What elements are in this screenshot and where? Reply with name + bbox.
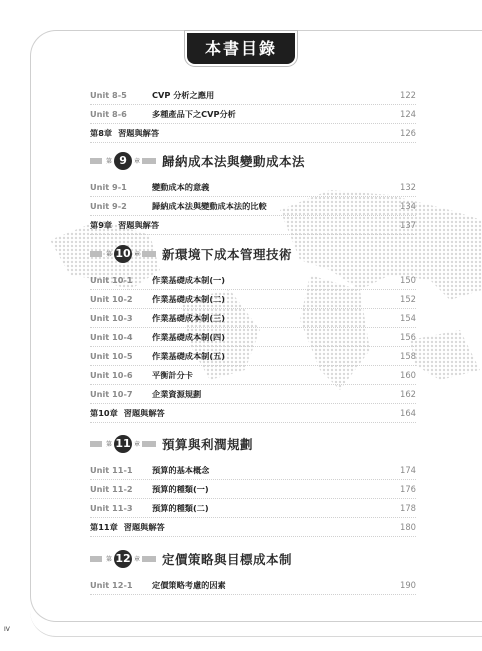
toc-entry[interactable] [90, 501, 416, 516]
page-number: 190 [400, 580, 416, 590]
toc-entry[interactable] [90, 330, 416, 345]
toc-entry[interactable] [90, 463, 416, 478]
page-number: 134 [400, 201, 416, 211]
unit-label: Unit 10-3 [90, 313, 133, 323]
unit-label: Unit 11-2 [90, 484, 133, 494]
toc-entry[interactable] [90, 273, 416, 288]
page-marker: IV [4, 626, 10, 633]
chapter-heading-12[interactable] [90, 548, 292, 570]
toc-entry[interactable] [90, 387, 416, 402]
toc-entry[interactable] [90, 311, 416, 326]
unit-label: Unit 9-1 [90, 182, 127, 192]
entry-name: 習題與解答 [118, 220, 160, 230]
dotted-divider [90, 289, 416, 290]
page-number: 124 [400, 109, 416, 119]
entry-name: 作業基礎成本制(四) [152, 332, 225, 342]
page-number: 162 [400, 389, 416, 399]
chapter-suffix: 章 [134, 441, 141, 448]
page-number: 158 [400, 351, 416, 361]
unit-label: Unit 8-5 [90, 90, 127, 100]
toc-chapter-exercise[interactable] [90, 406, 416, 421]
chapter-label: 第10章 [90, 408, 118, 418]
unit-label: Unit 8-6 [90, 109, 127, 119]
chapter-title: 新環境下成本管理技術 [162, 246, 293, 262]
chapter-suffix: 章 [134, 158, 141, 165]
toc-entry[interactable] [90, 578, 416, 593]
dotted-divider [90, 498, 416, 499]
dotted-divider [90, 536, 416, 537]
heading-bar-left [90, 441, 102, 447]
chapter-heading-10[interactable] [90, 243, 292, 265]
toc-chapter-exercise[interactable] [90, 126, 416, 141]
toc-entry[interactable] [90, 107, 416, 122]
heading-bar-left [90, 158, 102, 164]
unit-label: Unit 10-4 [90, 332, 133, 342]
chapter-number-badge: 9 [114, 152, 132, 170]
unit-label: Unit 10-2 [90, 294, 133, 304]
dotted-divider [90, 104, 416, 105]
toc-entry[interactable] [90, 180, 416, 195]
entry-name: 企業資源規劃 [152, 389, 202, 399]
unit-label: Unit 10-1 [90, 275, 133, 285]
entry-name: 多種產品下之CVP分析 [152, 109, 236, 119]
entry-name: CVP 分析之應用 [152, 90, 215, 100]
page-number: 150 [400, 275, 416, 285]
chapter-prefix: 第 [106, 556, 113, 563]
heading-bar-right [142, 158, 156, 164]
toc-entry[interactable] [90, 482, 416, 497]
entry-name: 作業基礎成本制(五) [152, 351, 225, 361]
dotted-divider [90, 327, 416, 328]
page-number: 152 [400, 294, 416, 304]
dotted-divider [90, 403, 416, 404]
chapter-prefix: 第 [106, 158, 113, 165]
heading-bar-left [90, 556, 102, 562]
page-number: 154 [400, 313, 416, 323]
entry-name: 習題與解答 [118, 128, 160, 138]
entry-name: 作業基礎成本制(三) [152, 313, 225, 323]
page-number: 178 [400, 503, 416, 513]
chapter-prefix: 第 [106, 251, 113, 258]
chapter-title: 定價策略與目標成本制 [162, 551, 293, 567]
entry-name: 預算的種類(二) [152, 503, 209, 513]
dotted-divider [90, 196, 416, 197]
page-number: 160 [400, 370, 416, 380]
dotted-divider [90, 234, 416, 235]
chapter-label: 第11章 [90, 522, 118, 532]
dotted-divider [90, 215, 416, 216]
heading-bar-right [142, 441, 156, 447]
heading-bar-right [142, 556, 156, 562]
toc-entry[interactable] [90, 292, 416, 307]
unit-label: Unit 11-1 [90, 465, 133, 475]
unit-label: Unit 9-2 [90, 201, 127, 211]
page-number: 174 [400, 465, 416, 475]
heading-bar-right [142, 251, 156, 257]
page-number: 164 [400, 408, 416, 418]
chapter-number-badge: 12 [114, 550, 132, 568]
chapter-title: 歸納成本法與變動成本法 [162, 153, 306, 169]
entry-name: 定價策略考慮的因素 [152, 580, 226, 590]
chapter-heading-9[interactable] [90, 150, 305, 172]
page-number: 137 [400, 220, 416, 230]
dotted-divider [90, 384, 416, 385]
toc-entry[interactable] [90, 88, 416, 103]
dotted-divider [90, 123, 416, 124]
unit-label: Unit 12-1 [90, 580, 133, 590]
toc-entry[interactable] [90, 349, 416, 364]
dotted-divider [90, 594, 416, 595]
entry-name: 習題與解答 [123, 522, 165, 532]
dotted-divider [90, 479, 416, 480]
page-number: 122 [400, 90, 416, 100]
unit-label: Unit 10-7 [90, 389, 133, 399]
entry-name: 作業基礎成本制(一) [152, 275, 225, 285]
chapter-label: 第9章 [90, 220, 113, 230]
page-number: 126 [400, 128, 416, 138]
page-number: 132 [400, 182, 416, 192]
page-number: 176 [400, 484, 416, 494]
unit-label: Unit 10-5 [90, 351, 133, 361]
toc-entry[interactable] [90, 199, 416, 214]
chapter-suffix: 章 [134, 556, 141, 563]
chapter-number-badge: 10 [114, 245, 132, 263]
dotted-divider [90, 365, 416, 366]
chapter-heading-11[interactable] [90, 433, 253, 455]
dotted-divider [90, 422, 416, 423]
chapter-label: 第8章 [90, 128, 113, 138]
entry-name: 預算的種類(一) [152, 484, 209, 494]
page-title: 本書目錄 [187, 33, 295, 64]
chapter-suffix: 章 [134, 251, 141, 258]
chapter-number-badge: 11 [114, 435, 132, 453]
entry-name: 預算的基本概念 [152, 465, 210, 475]
dotted-divider [90, 142, 416, 143]
dotted-divider [90, 346, 416, 347]
page-number: 156 [400, 332, 416, 342]
toc-entry[interactable] [90, 368, 416, 383]
entry-name: 歸納成本法與變動成本法的比較 [152, 201, 267, 211]
entry-name: 平衡計分卡 [152, 370, 193, 380]
toc-chapter-exercise[interactable] [90, 218, 416, 233]
chapter-title: 預算與利潤規劃 [162, 436, 254, 452]
page-number: 180 [400, 522, 416, 532]
entry-name: 作業基礎成本制(二) [152, 294, 225, 304]
dotted-divider [90, 308, 416, 309]
dotted-divider [90, 517, 416, 518]
chapter-prefix: 第 [106, 441, 113, 448]
unit-label: Unit 10-6 [90, 370, 133, 380]
toc-chapter-exercise[interactable] [90, 520, 416, 535]
unit-label: Unit 11-3 [90, 503, 133, 513]
heading-bar-left [90, 251, 102, 257]
entry-name: 習題與解答 [123, 408, 165, 418]
entry-name: 變動成本的意義 [152, 182, 210, 192]
